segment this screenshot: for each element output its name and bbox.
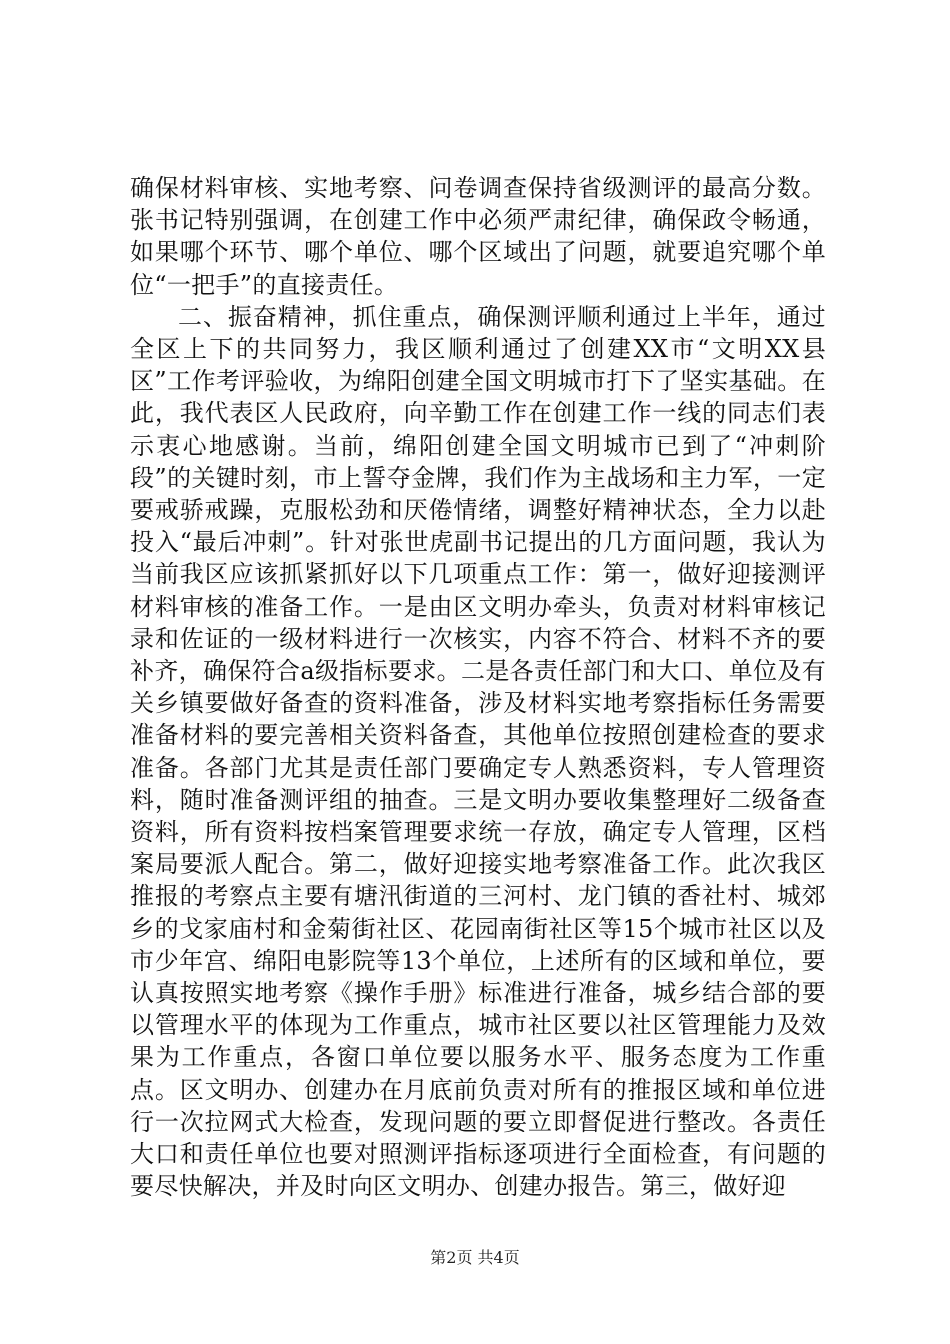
paragraph-section-two: 二、振奋精神，抓住重点，确保测评顺利通过上半年，通过全区上下的共同努力，我区顺利通过了创建XX市“文明XX县区”工作考评验收，为绵阳创建全国文明城市打下了坚实基础。在此，我代表区人民政府，向辛勤工作在创建工作一线的同志们表示衷心地感谢。当前，绵阳创建全国文明城市已到了“冲刺阶段”的关键时刻，市上誓夺金牌，我们作为主战场和主力军，一定要戒骄戒躁，克服松劲和厌倦情绪，调整好精神状态，全力以赴投入“最后冲刺”。针对张世虎副书记提出的几方面问题，我认为当前我区应该抓紧抓好以下几项重点工作：第一，做好迎接测评材料审核的准备工作。一是由区文明办牵头，负责对材料审核记录和佐证的一级材料进行一次核实，内容不符合、材料不齐的要补齐，确保符合a级指标要求。二是各责任部门和大口、单位及有关乡镇要做好备查的资料准备，涉及材料实地考察指标任务需要准备材料的要完善相关资料备查，其他单位按照创建检查的要求准备。各部门尤其是责任部门要确定专人熟悉资料，专人管理资料，随时准备测评组的抽查。三是文明办要收集整理好二级备查资料，所有资料按档案管理要求统一存放，确定专人管理，区档案局要派人配合。第二，做好迎接实地考察准备工作。此次我区推报的考察点主要有塘汛街道的三河村、龙门镇的香社村、城郊乡的戈家庙村和金菊街社区、花园南街社区等15个城市社区以及市少年宫、绵阳电影院等13个单位，上述所有的区域和单位，要认真按照实地考察《操作手册》标准进行准备，城乡结合部的要以管理水平的体现为工作重点，城市社区要以社区管理能力及效果为工作重点，各窗口单位要以服务水平、服务态度为工作重点。区文明办、创建办在月底前负责对所有的推报区域和单位进行一次拉网式大检查，发现问题的要立即督促进行整改。各责任大口和责任单位也要对照测评指标逐项进行全面检查，有问题的要尽快解决，并及时向区文明办、创建办报告。第三，做好迎 (130, 302, 826, 1201)
document-body (130, 172, 826, 1203)
paragraph-continuation: 确保材料审核、实地考察、问卷调查保持省级测评的最高分数。张书记特别强调，在创建工作中必须严肃纪律，确保政令畅通，如果哪个环节、哪个单位、哪个区域出了问题，就要追究哪个单位“一把手”的直接责任。 (130, 174, 826, 299)
page-number-footer: 第2页 共4页 (430, 1248, 520, 1267)
